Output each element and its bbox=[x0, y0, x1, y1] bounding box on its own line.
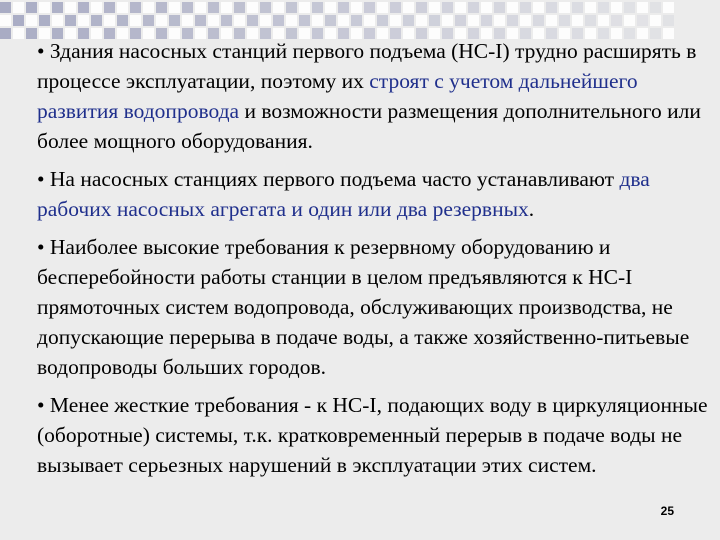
checker-square bbox=[26, 28, 37, 39]
checker-square bbox=[377, 2, 388, 13]
text-run: и возможности размещения дополнительного или более мощного оборудования. bbox=[37, 99, 701, 153]
checker-square bbox=[598, 2, 609, 13]
checker-square bbox=[455, 15, 466, 26]
checker-square bbox=[403, 2, 414, 13]
checker-square bbox=[234, 2, 245, 13]
checker-square bbox=[429, 15, 440, 26]
checker-square bbox=[598, 15, 609, 26]
checker-square bbox=[13, 2, 24, 13]
checker-square bbox=[299, 15, 310, 26]
checker-square bbox=[637, 2, 648, 13]
highlighted-text-run: два рабочих насосных агрегата и один или два резервных bbox=[37, 167, 650, 221]
checker-square bbox=[26, 2, 37, 13]
checker-square bbox=[52, 2, 63, 13]
checker-square bbox=[494, 15, 505, 26]
checker-square bbox=[13, 15, 24, 26]
text-run: Менее жесткие требования - к НС-I, подающих воду в циркуляционные (оборотные) системы, т.к. кратковременный перерыв в подаче воды не вызывает серьезных нарушений в эксплуатации этих систем. bbox=[37, 393, 708, 477]
checker-square bbox=[104, 15, 115, 26]
checker-square bbox=[156, 15, 167, 26]
checker-square bbox=[143, 2, 154, 13]
checker-square bbox=[260, 2, 271, 13]
checker-square bbox=[13, 28, 24, 39]
checker-square bbox=[533, 15, 544, 26]
checker-square bbox=[39, 2, 50, 13]
checker-square bbox=[130, 2, 141, 13]
checker-square bbox=[0, 15, 11, 26]
checker-square bbox=[195, 2, 206, 13]
checker-square bbox=[364, 15, 375, 26]
checker-square bbox=[78, 2, 89, 13]
checker-square bbox=[273, 2, 284, 13]
checker-square bbox=[91, 15, 102, 26]
checker-square bbox=[260, 15, 271, 26]
checker-square bbox=[533, 2, 544, 13]
checker-square bbox=[624, 15, 635, 26]
checker-square bbox=[169, 15, 180, 26]
checker-square bbox=[663, 2, 674, 13]
decorative-checkerboard bbox=[0, 0, 720, 40]
text-run: На насосных станциях первого подъема часто устанавливают bbox=[44, 167, 620, 191]
checker-square bbox=[0, 28, 11, 39]
checker-square bbox=[286, 15, 297, 26]
checker-square bbox=[299, 2, 310, 13]
text-run: Здания насосных станций первого подъема (НС-I) трудно расширять в процессе эксплуатации, поэтому их bbox=[37, 39, 697, 93]
checker-square bbox=[572, 2, 583, 13]
checker-square bbox=[416, 2, 427, 13]
checker-square bbox=[585, 2, 596, 13]
checker-square bbox=[390, 2, 401, 13]
checker-square bbox=[65, 2, 76, 13]
checker-square bbox=[208, 2, 219, 13]
paragraph-4 bbox=[37, 390, 717, 480]
checker-square bbox=[468, 15, 479, 26]
checker-square bbox=[338, 2, 349, 13]
checker-square bbox=[650, 2, 661, 13]
checker-square bbox=[559, 2, 570, 13]
checker-square bbox=[403, 15, 414, 26]
checker-square bbox=[195, 15, 206, 26]
checker-square bbox=[468, 2, 479, 13]
checker-square bbox=[104, 2, 115, 13]
checker-square bbox=[39, 15, 50, 26]
checker-square bbox=[156, 2, 167, 13]
checker-square bbox=[364, 2, 375, 13]
checker-square bbox=[91, 2, 102, 13]
checker-square bbox=[442, 2, 453, 13]
checker-square bbox=[312, 15, 323, 26]
checker-square bbox=[26, 15, 37, 26]
checker-square bbox=[0, 2, 11, 13]
highlighted-text-run: строят с учетом дальнейшего развития водопровода bbox=[37, 69, 638, 123]
checker-square bbox=[130, 15, 141, 26]
checker-square bbox=[247, 15, 258, 26]
checker-square bbox=[585, 15, 596, 26]
checker-square bbox=[351, 2, 362, 13]
checker-square bbox=[481, 15, 492, 26]
checker-square bbox=[351, 15, 362, 26]
checker-square bbox=[65, 15, 76, 26]
checker-square bbox=[637, 15, 648, 26]
checker-square bbox=[650, 15, 661, 26]
bullet: • bbox=[37, 39, 45, 63]
checker-square bbox=[611, 2, 622, 13]
checker-square bbox=[325, 15, 336, 26]
checker-square bbox=[481, 2, 492, 13]
bullet: • bbox=[37, 167, 45, 191]
checker-square bbox=[546, 15, 557, 26]
paragraph-2 bbox=[37, 164, 717, 224]
checker-square bbox=[169, 2, 180, 13]
checker-square bbox=[572, 15, 583, 26]
checker-square bbox=[338, 15, 349, 26]
checker-square bbox=[663, 15, 674, 26]
text-run: Наиболее высокие требования к резервному оборудованию и бесперебойности работы станции в целом предъявляются к НС-I прямоточных систем водопровода, обслуживающих производства, не допускающие перерыва в подаче воды, а также хозяйственно-питьевые водопроводы больших городов. bbox=[37, 235, 690, 379]
checker-square bbox=[507, 2, 518, 13]
checker-square bbox=[182, 15, 193, 26]
slide-body bbox=[37, 36, 717, 488]
checker-square bbox=[429, 2, 440, 13]
checker-square bbox=[455, 2, 466, 13]
checker-square bbox=[520, 15, 531, 26]
paragraph-3 bbox=[37, 232, 717, 382]
checker-square bbox=[390, 15, 401, 26]
checker-square bbox=[52, 15, 63, 26]
checker-square bbox=[117, 2, 128, 13]
checker-square bbox=[286, 2, 297, 13]
checker-square bbox=[416, 15, 427, 26]
checker-square bbox=[507, 15, 518, 26]
checker-square bbox=[143, 15, 154, 26]
checker-square bbox=[234, 15, 245, 26]
bullet: • bbox=[37, 393, 45, 417]
checker-square bbox=[221, 15, 232, 26]
checker-square bbox=[611, 15, 622, 26]
checker-square bbox=[325, 2, 336, 13]
checker-square bbox=[559, 15, 570, 26]
checker-square bbox=[312, 2, 323, 13]
checker-square bbox=[273, 15, 284, 26]
checker-square bbox=[117, 15, 128, 26]
checker-square bbox=[442, 15, 453, 26]
checker-square bbox=[546, 2, 557, 13]
checker-square bbox=[78, 15, 89, 26]
checker-square bbox=[520, 2, 531, 13]
bullet: • bbox=[37, 235, 45, 259]
checker-square bbox=[247, 2, 258, 13]
paragraph-1 bbox=[37, 36, 717, 156]
checker-square bbox=[624, 2, 635, 13]
checker-square bbox=[494, 2, 505, 13]
page-number: 25 bbox=[660, 504, 674, 518]
checker-square bbox=[208, 15, 219, 26]
checker-square bbox=[182, 2, 193, 13]
text-run: . bbox=[528, 197, 535, 221]
checker-square bbox=[377, 15, 388, 26]
checker-square bbox=[221, 2, 232, 13]
